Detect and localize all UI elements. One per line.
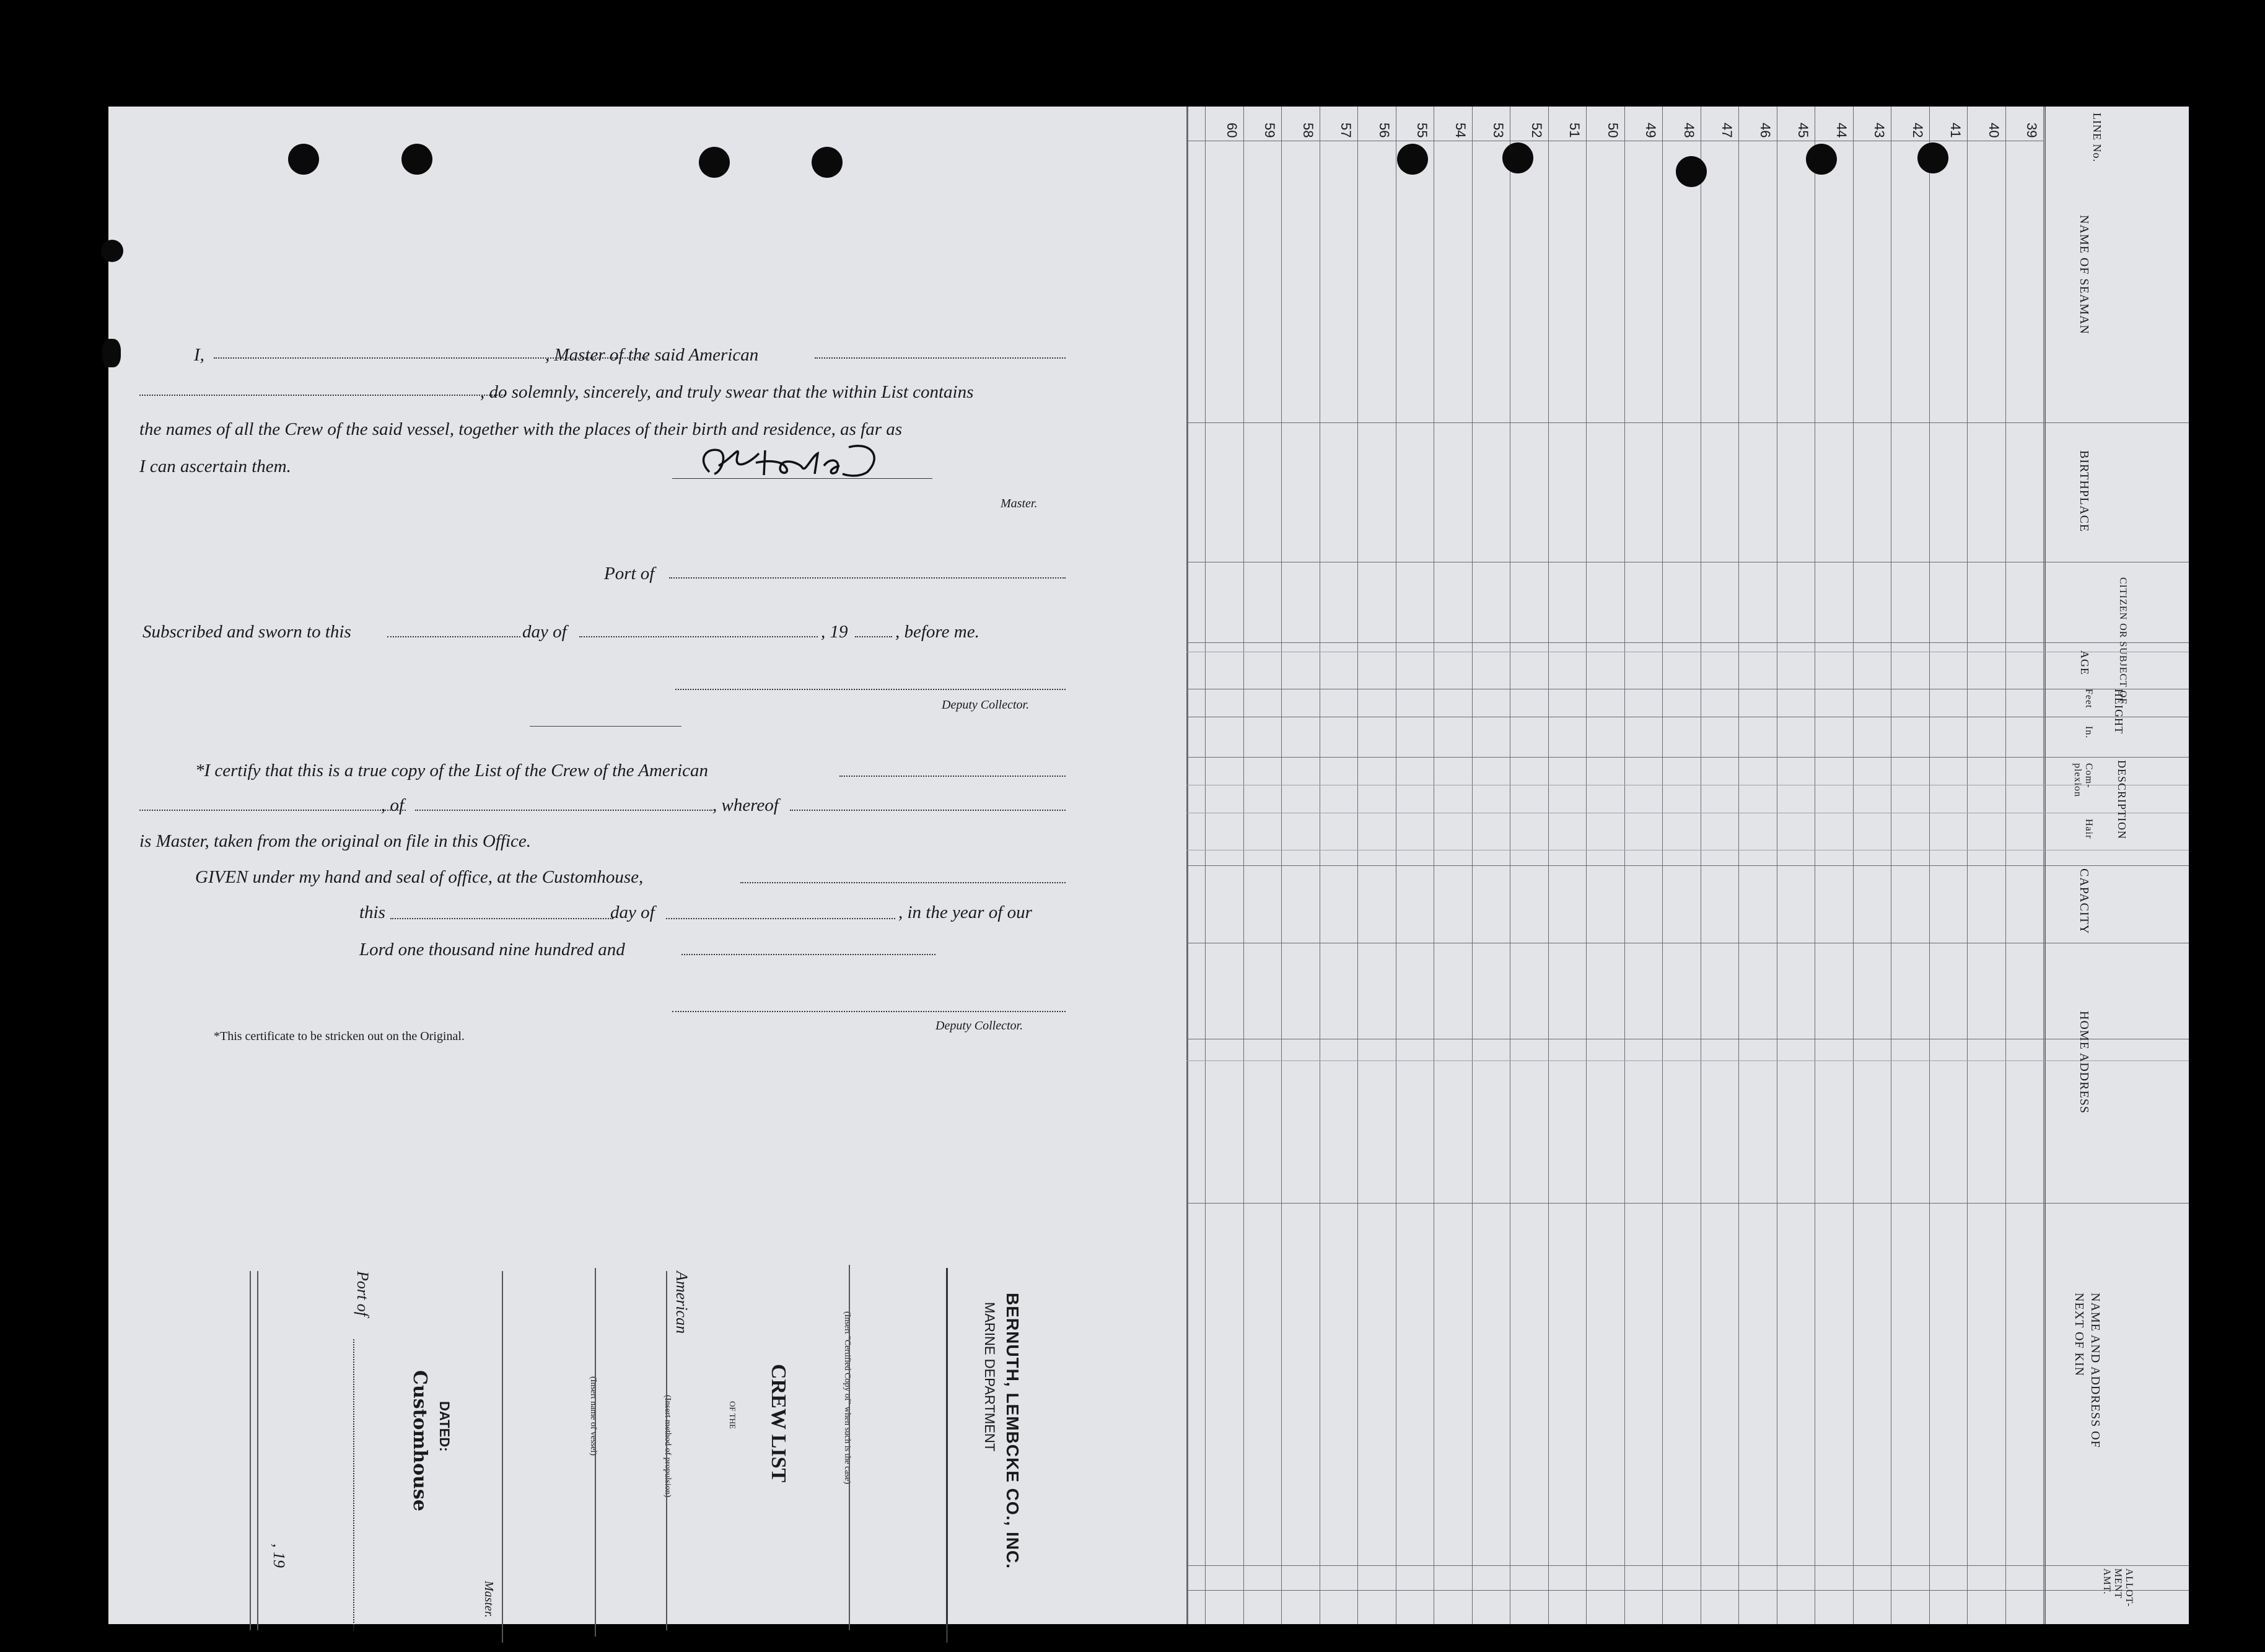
section-rule (1186, 422, 2189, 423)
certificate-master-field[interactable] (790, 810, 1066, 811)
certificate-line-4: GIVEN under my hand and seal of office, at the Customhouse, (195, 867, 644, 887)
line-number: 57 (1338, 123, 1354, 138)
header-inches: In. (2083, 726, 2094, 739)
ink-blot (102, 339, 121, 367)
header-home-address: HOME ADDRESS (2077, 1011, 2091, 1114)
punch-hole (288, 144, 319, 175)
certificate-this: this (359, 902, 385, 922)
line-number: 46 (1757, 123, 1773, 138)
header-line-no: LINE No. (2091, 113, 2103, 162)
crew-list-title: CREW LIST (767, 1364, 790, 1483)
cover-rule (595, 1268, 596, 1637)
line-number: 59 (1262, 123, 1277, 138)
cover-rule (946, 1268, 948, 1643)
oath-line-4: I can ascertain them. (139, 457, 291, 476)
header-citizen: CITIZEN OR SUBJECT OF (2118, 577, 2128, 705)
certificate-vessel-field[interactable] (139, 810, 406, 811)
before-me-label: , before me. (895, 622, 979, 642)
deputy-collector-label-1: Deputy Collector. (942, 698, 1030, 712)
insert-certified-note: (Insert "Certified Copy of" when such is the case) (843, 1311, 852, 1484)
line-number: 55 (1414, 123, 1430, 138)
oath-i: I, (194, 345, 204, 365)
section-rule (1186, 757, 2189, 758)
customhouse-label: Customhouse (409, 1370, 431, 1511)
certificate-day-field[interactable] (390, 918, 613, 919)
year-cover-label: , 19 (270, 1544, 288, 1568)
company-name: BERNUTH, LEMBCKE CO., INC. (1003, 1293, 1022, 1569)
cover-rule (849, 1265, 850, 1630)
port-field[interactable] (669, 577, 1066, 579)
section-rule (1186, 865, 2189, 866)
dated-label: DATED: (437, 1401, 452, 1452)
section-rule (1186, 642, 2189, 643)
header-next-of-kin: NAME AND ADDRESS OF NEXT OF KIN (2072, 1293, 2102, 1448)
header-birthplace: BIRTHPLACE (2077, 450, 2091, 533)
line-number: 40 (1986, 123, 2002, 138)
line-number: 39 (2024, 123, 2039, 138)
line-number: 43 (1872, 123, 1887, 138)
crew-table (1186, 107, 2189, 1624)
header-complexion: Com- plexion (2072, 763, 2094, 797)
header-capacity: CAPACITY (2077, 868, 2091, 935)
deputy-collector-label-2: Deputy Collector. (935, 1019, 1023, 1033)
port-of-cover-label: Port of (354, 1271, 372, 1316)
subscribed-month-field[interactable] (579, 636, 818, 637)
line-number: 44 (1833, 123, 1849, 138)
line-number: 50 (1605, 123, 1621, 138)
department-name: MARINE DEPARTMENT (982, 1302, 997, 1452)
punch-hole (1917, 142, 1948, 173)
subscribed-label: Subscribed and sworn to this (142, 622, 351, 642)
header-age: AGE (2079, 650, 2091, 675)
certificate-vessel-type-field[interactable] (839, 776, 1066, 777)
master-cover-label: Master. (482, 1581, 496, 1618)
punch-hole (1502, 142, 1533, 173)
section-divider (530, 726, 681, 727)
crew-table-page (1186, 107, 2189, 1624)
punch-hole (812, 147, 843, 178)
punch-hole (1676, 156, 1707, 187)
certificate-port-field[interactable] (415, 810, 712, 811)
line-number: 49 (1643, 123, 1658, 138)
certificate-line-3: is Master, taken from the original on file in this Office. (139, 831, 532, 851)
customhouse-field[interactable] (740, 882, 1066, 883)
oath-master-label: , Master of the said American (545, 345, 759, 365)
header-allotment: ALLOT- MENT AMT. (2101, 1568, 2134, 1607)
certificate-whereof: , whereof (712, 795, 779, 815)
oath-line-2: , do solemnly, sincerely, and truly swear that the within List contains (480, 382, 974, 402)
master-signature-line (672, 478, 932, 479)
subscribed-day-field[interactable] (387, 636, 520, 637)
port-of-label: Port of (604, 564, 655, 583)
header-name: NAME OF SEAMAN (2077, 215, 2091, 334)
deputy-signature-line-2[interactable] (672, 1011, 1066, 1012)
cover-rule (257, 1271, 258, 1630)
vessel-type-field[interactable] (815, 357, 1066, 359)
insert-propulsion-note: (Insert method of propulsion) (663, 1395, 672, 1498)
line-number: 42 (1909, 123, 1925, 138)
header-hair: Hair (2083, 819, 2094, 839)
subscribed-year-label: , 19 (821, 622, 848, 642)
header-height: HEIGHT (2113, 689, 2125, 734)
american-label: American (673, 1271, 691, 1334)
section-rule (1186, 1203, 2189, 1204)
certificate-in-year: , in the year of our (898, 902, 1032, 922)
certificate-lord: Lord one thousand nine hundred and (359, 940, 625, 959)
of-the-label: OF THE (728, 1401, 737, 1429)
line-number: 56 (1376, 123, 1392, 138)
line-number: 51 (1567, 123, 1582, 138)
line-number: 47 (1719, 123, 1735, 138)
cover-rule (666, 1271, 667, 1630)
certificate-year-field[interactable] (681, 954, 935, 955)
line-number: 58 (1300, 123, 1316, 138)
line-number: 53 (1491, 123, 1506, 138)
subscribed-day-of: day of (522, 622, 567, 642)
subscribed-year-field[interactable] (855, 636, 892, 637)
punch-hole (699, 147, 730, 178)
port-cover-field[interactable] (353, 1339, 354, 1630)
ink-blot (101, 240, 123, 262)
cover-rule (250, 1271, 251, 1630)
master-label: Master. (1001, 497, 1038, 510)
cover-rule (502, 1271, 503, 1643)
header-description: DESCRIPTION (2116, 760, 2128, 840)
master-signature (691, 438, 889, 487)
line-number: 45 (1795, 123, 1811, 138)
vessel-name-field[interactable] (139, 395, 505, 396)
oath-line-3: the names of all the Crew of the said vessel, together with the places of their birth and residence, as far as (139, 419, 903, 439)
section-rule (1186, 1565, 2189, 1566)
certificate-footnote: *This certificate to be stricken out on the Original. (214, 1029, 465, 1043)
punch-hole (1806, 144, 1837, 175)
deputy-signature-line-1[interactable] (675, 689, 1066, 690)
line-number: 41 (1948, 123, 1963, 138)
certificate-month-field[interactable] (666, 918, 895, 919)
sub-rule (1186, 1060, 2189, 1061)
certificate-day-of: day of (610, 902, 655, 922)
certificate-line-1: *I certify that this is a true copy of the List of the Crew of the American (195, 761, 709, 780)
line-number: 60 (1224, 123, 1240, 138)
line-number: 54 (1452, 123, 1468, 138)
line-number: 52 (1528, 123, 1544, 138)
punch-hole (1397, 144, 1428, 175)
header-feet: Feet (2083, 689, 2094, 709)
certificate-of: , of (381, 795, 405, 815)
punch-hole (401, 144, 432, 175)
line-number: 48 (1681, 123, 1697, 138)
oath-page (108, 107, 1193, 1624)
insert-vessel-note: (Insert name of vessel) (589, 1376, 598, 1456)
section-rule (1186, 1590, 2189, 1591)
